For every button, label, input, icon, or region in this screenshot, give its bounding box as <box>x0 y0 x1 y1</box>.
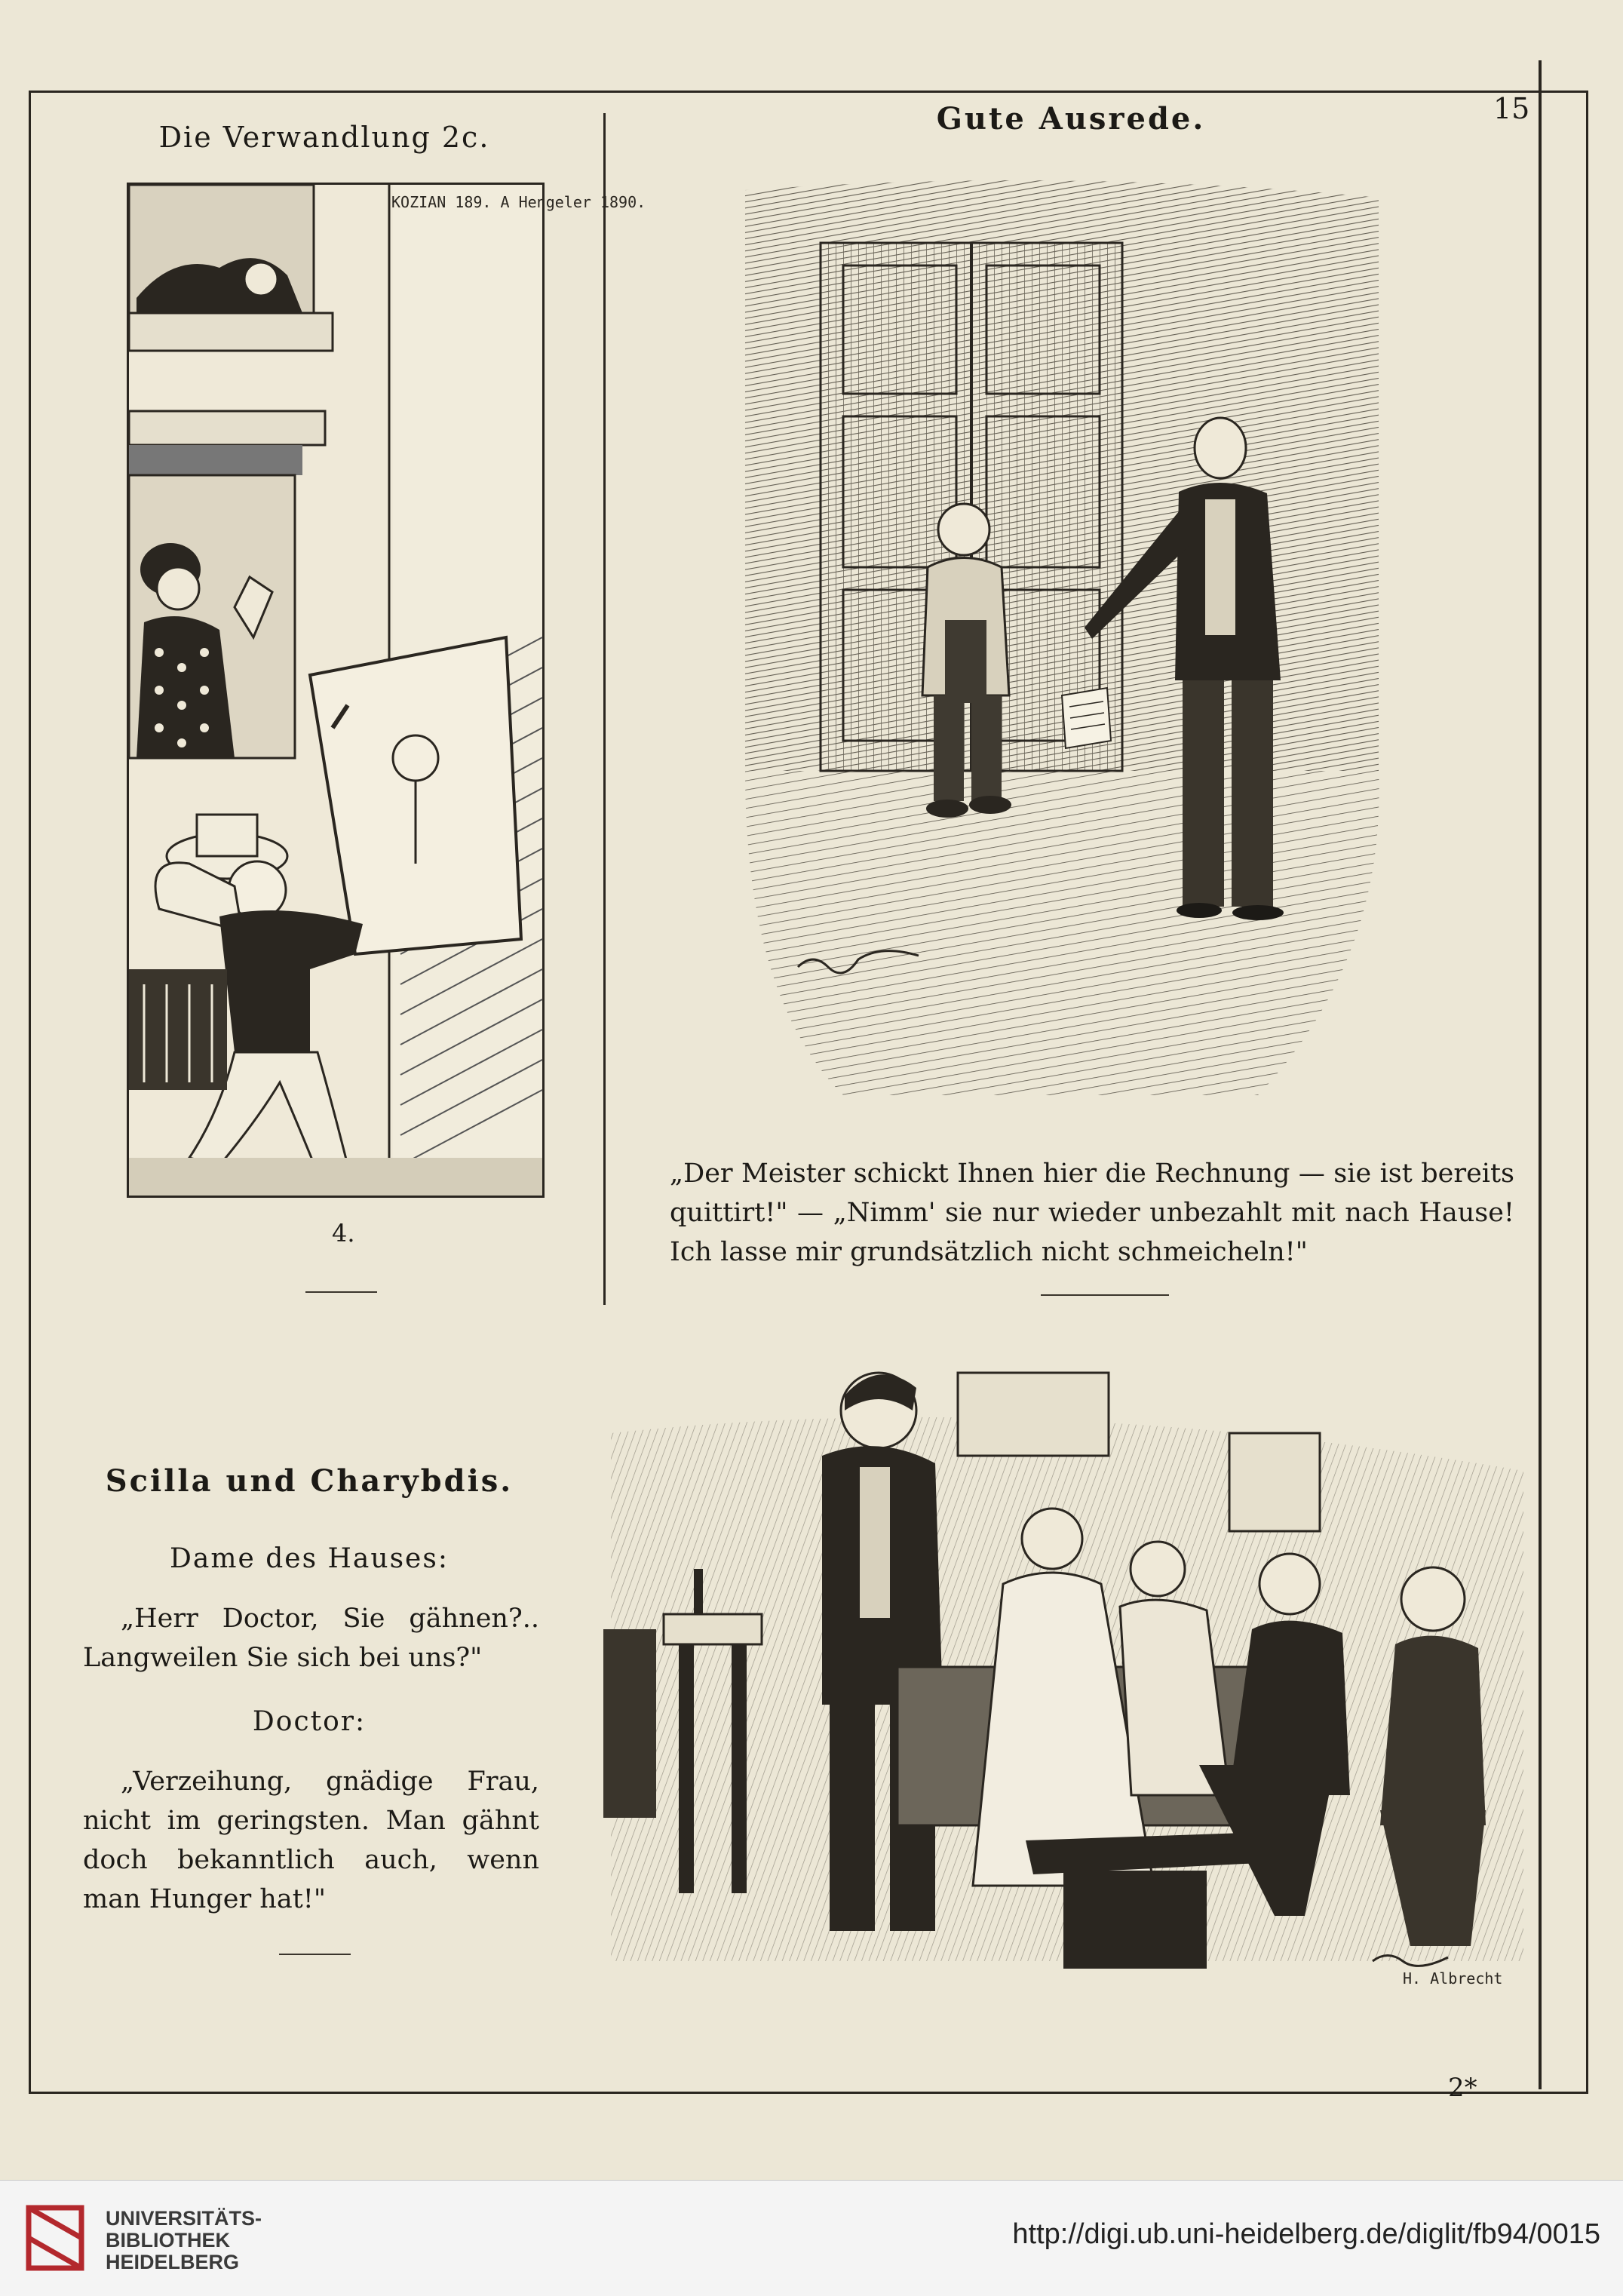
library-logo-icon <box>21 2202 94 2274</box>
joke-title-scilla-charybdis: Scilla und Charybdis. <box>105 1463 514 1499</box>
page-number: 15 <box>1493 92 1530 125</box>
salon-signature: H. Albrecht <box>1403 1969 1503 1988</box>
comic-signature: KOZIAN 189. A Hengeler 1890. <box>391 193 646 211</box>
salon-scene-illustration <box>581 1343 1539 1999</box>
speaker-dame-des-hauses: Dame des Hauses: <box>170 1543 449 1574</box>
sheet-marker: 2* <box>1448 2073 1477 2103</box>
gute-ausrede-caption: „Der Meister schickt Ihnen hier die Rechnung — sie ist bereits quittirt!" — „Nimm' sie nur wieder unbezahlt mit nach Hause! Ich lasse mir grundsätzlich nicht schmeicheln!" <box>670 1159 1514 1267</box>
column-divider <box>603 113 606 1305</box>
separator-rule <box>305 1291 377 1293</box>
joke-title-gute-ausrede: Gute Ausrede. <box>936 101 1206 137</box>
separator-rule <box>1041 1294 1169 1296</box>
permalink-url[interactable]: http://digi.ub.uni-heidelberg.de/diglit/fb94/0015 <box>1012 2218 1600 2250</box>
separator-rule <box>279 1954 351 1955</box>
library-footer <box>0 2180 1623 2296</box>
dialog-line-dame: „Herr Doctor, Sie gähnen?.. Langweilen Sie sich bei uns?" <box>83 1604 539 1673</box>
speaker-doctor: Doctor: <box>252 1706 367 1737</box>
comic-title: Die Verwandlung 2c. <box>158 121 490 154</box>
gute-ausrede-illustration <box>730 167 1394 1110</box>
library-name-line1: UNIVERSITÄTS- <box>106 2207 262 2230</box>
right-border-line <box>1539 60 1542 2089</box>
library-name-line3: HEIDELBERG <box>106 2251 240 2273</box>
library-name-line2: BIBLIOTHEK <box>106 2229 230 2251</box>
dialog-line-doctor: „Verzeihung, gnädige Frau, nicht im geringsten. Man gähnt doch bekanntlich auch, wenn man Hunger hat!" <box>83 1767 539 1914</box>
library-name <box>106 2208 262 2273</box>
panel-number: 4. <box>332 1219 355 1248</box>
comic-panel-illustration <box>127 183 646 1198</box>
